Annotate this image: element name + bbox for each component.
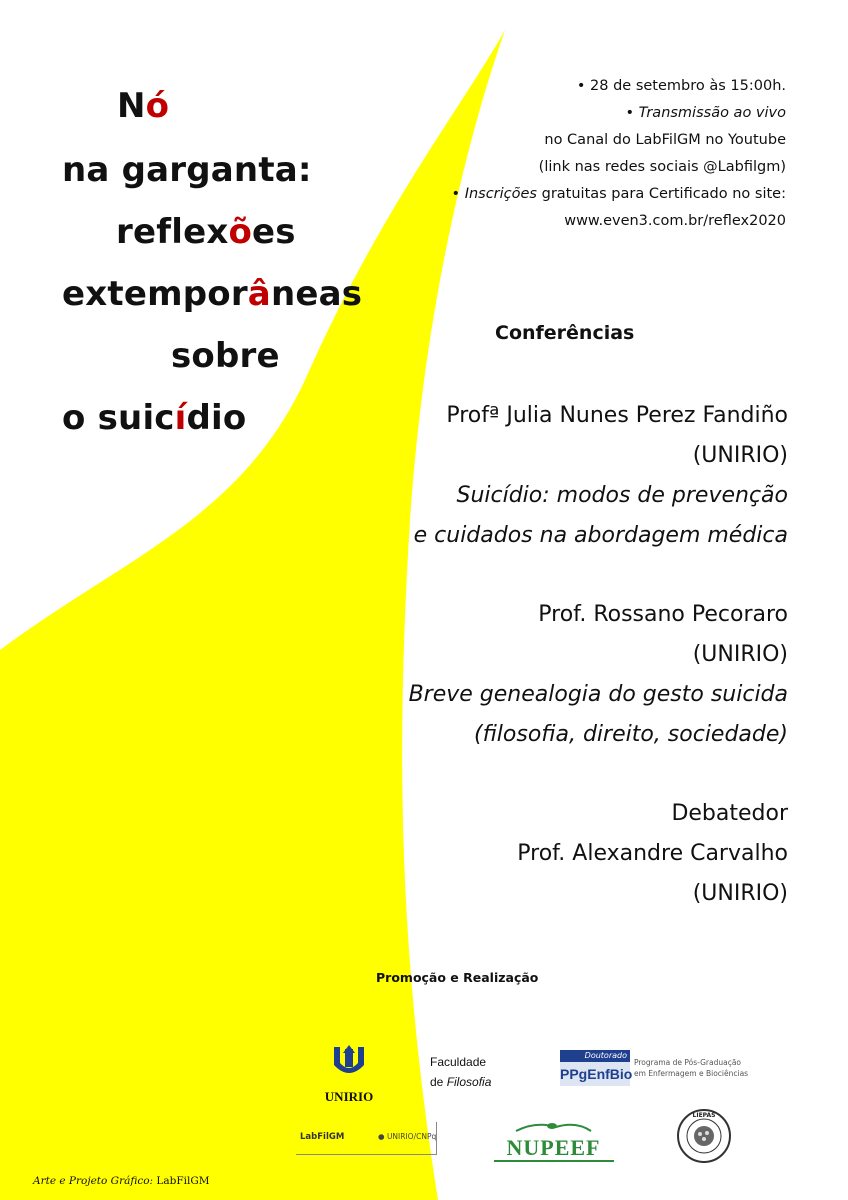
event-date: • 28 de setembro às 15:00h. (576, 78, 786, 94)
ppg-desc-1: Programa de Pós-Graduação (634, 1058, 742, 1067)
labfilgm-box (296, 1122, 437, 1155)
title-text: dio (186, 398, 247, 438)
speaker-name: Prof. Alexandre Carvalho (517, 841, 788, 866)
title-text: es (252, 212, 296, 252)
faculdade-filosofia-logo (430, 1052, 491, 1092)
title-text: extempor (62, 274, 248, 314)
title-accent: õ (228, 212, 253, 252)
link-note: (link nas redes sociais @Labfilgm) (538, 159, 786, 175)
speaker-name: Prof. Rossano Pecoraro (538, 602, 788, 627)
faculdade-italic: Filosofia (446, 1075, 492, 1089)
registration-line (452, 186, 786, 202)
stream-line (625, 105, 786, 121)
unirio-logo (318, 1045, 380, 1104)
credit-value: LabFilGM (153, 1175, 210, 1187)
channel-line: no Canal do LabFilGM no Youtube (544, 132, 786, 148)
ppgenfbio-logo (560, 1050, 749, 1090)
title-accent: â (247, 274, 271, 314)
conferences-heading: Conferências (495, 322, 635, 344)
title-line-5: sobre (171, 336, 280, 376)
registration-italic: Inscrições (464, 186, 537, 202)
talk-title-line-1: Suicídio: modos de prevenção (456, 483, 788, 508)
title-line-1 (117, 86, 169, 126)
title-line-2: na garganta: (62, 150, 312, 190)
speaker-institution: (UNIRIO) (692, 642, 788, 667)
title-text: N (117, 86, 146, 126)
bullet: • (451, 186, 465, 202)
nupeef-logo (486, 1118, 621, 1162)
liepas-label: LIEPAS (692, 1112, 716, 1119)
title-line-6 (62, 398, 246, 438)
small-circle-icon: ● (378, 1132, 387, 1141)
faculdade-prefix: de (430, 1075, 447, 1089)
unirio-emblem-icon (318, 1045, 380, 1085)
nupeef-label: NUPEEF (506, 1135, 601, 1160)
talk-title-line-2: (filosofia, direito, sociedade) (473, 722, 788, 747)
labfilgm-label: LabFilGM (300, 1132, 345, 1142)
bullet: • (625, 105, 639, 121)
title-text: neas (270, 274, 363, 314)
nupeef-leaf-icon (486, 1121, 621, 1133)
talk-title-line-1: Breve genealogia do gesto suicida (408, 682, 788, 707)
title-line-4 (62, 274, 362, 314)
talk-title-line-2: e cuidados na abordagem médica (413, 523, 788, 548)
registration-text: gratuitas para Certificado no site: (537, 186, 786, 202)
faculdade-line-1: Faculdade (430, 1055, 487, 1069)
speaker-name: Profª Julia Nunes Perez Fandiño (446, 403, 788, 428)
unirio-label: UNIRIO (324, 1089, 374, 1104)
registration-site-link[interactable]: www.even3.com.br/reflex2020 (564, 213, 786, 229)
title-accent: í (174, 398, 187, 438)
ppg-badge: Doutorado (560, 1050, 630, 1062)
art-credit (33, 1175, 210, 1187)
stream-text: Transmissão ao vivo (638, 105, 786, 121)
liepas-seal (676, 1108, 732, 1164)
credit-label: Arte e Projeto Gráfico: (33, 1175, 154, 1187)
unirio-cnpq-text: UNIRIO/CNPq (386, 1132, 437, 1141)
title-line-3 (116, 212, 296, 252)
nupeef-underline (494, 1160, 614, 1162)
ppg-name: PPgEnfBio (560, 1062, 630, 1086)
title-text: o suic (62, 398, 175, 438)
ppg-desc-2: em Enfermagem e Biociências (634, 1069, 749, 1078)
promotion-heading: Promoção e Realização (376, 970, 539, 985)
debate (517, 794, 788, 914)
debate-role: Debatedor (671, 801, 788, 826)
title-text: reflex (116, 212, 229, 252)
unirio-cnpq-label (378, 1132, 436, 1141)
title-accent: ó (145, 86, 170, 126)
talk-2 (409, 595, 788, 755)
speaker-institution: (UNIRIO) (692, 881, 788, 906)
talk-1 (414, 396, 788, 556)
faculdade-line-2 (430, 1072, 491, 1092)
speaker-institution: (UNIRIO) (692, 443, 788, 468)
